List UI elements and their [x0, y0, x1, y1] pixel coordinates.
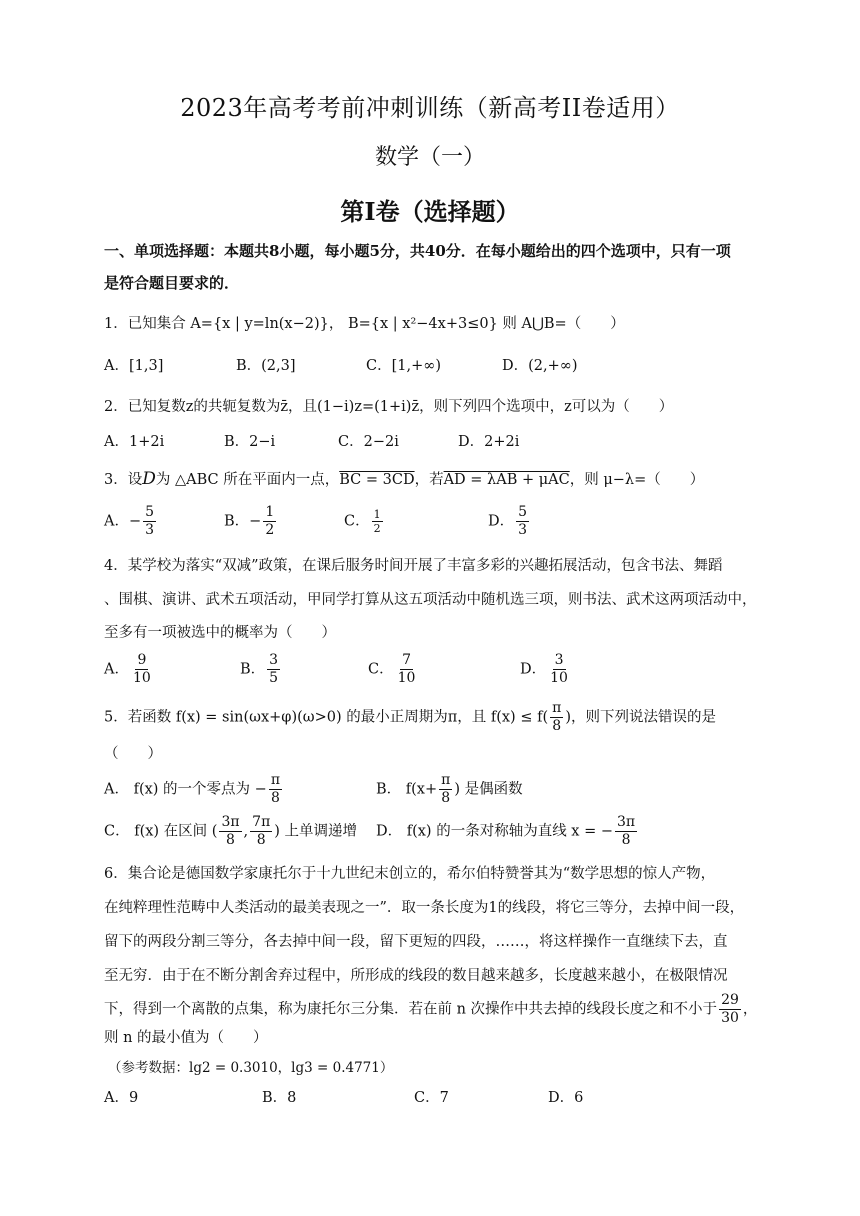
- q5-option-a: [104, 772, 284, 807]
- frac-den: 2: [265, 522, 275, 538]
- q3-vector-eq-1: BC = 3CD: [339, 472, 415, 488]
- q5-stem-part: 5．若函数 f(x) = sin(ωx+φ)(ω>0) 的最小正周期为π，且 f(x) ≤ f(: [104, 709, 549, 726]
- option-label: B．: [240, 661, 266, 678]
- frac-den: 3: [145, 522, 155, 538]
- frac-den: 5: [269, 670, 279, 686]
- q1-option-b: B．(2,3]: [236, 358, 296, 374]
- frac-num: 5: [145, 504, 155, 520]
- frac-den: 10: [550, 670, 568, 686]
- question-4-line3: 至多有一项被选中的概率为（ ）: [104, 625, 336, 641]
- q3-stem-part: ，则 μ−λ=（ ）: [569, 472, 705, 488]
- q3-option-c: [344, 508, 385, 535]
- q6-option-d: D．6: [548, 1090, 584, 1106]
- question-1-stem: 1．已知集合 A={x | y=ln(x−2)}， B={x | x²−4x+3≤0} 则 A⋃B=（ ）: [104, 316, 625, 332]
- q5-answer-paren: （ ）: [104, 746, 162, 762]
- frac-den: 30: [721, 1010, 739, 1026]
- q3-option-a: [104, 504, 158, 539]
- frac-den: 10: [132, 670, 151, 686]
- option-sign: −: [249, 513, 262, 530]
- q6-option-b: B．8: [262, 1090, 297, 1106]
- q6-text: 下，得到一个离散的点集，称为康托尔三分集．若在前 n 次操作中共去掉的线段长度之和不小于: [104, 1001, 718, 1018]
- q6-option-a: A．9: [104, 1090, 139, 1106]
- question-4-line1: 4．某学校为落实“双减”政策，在课后服务时间开展了丰富多彩的兴趣拓展活动，包含书法、舞蹈: [104, 558, 723, 574]
- q5-option-c: [104, 814, 357, 849]
- frac-num: 1: [373, 508, 381, 521]
- q4-option-a: [104, 652, 155, 687]
- frac-den: 8: [256, 832, 266, 848]
- q3-stem-part: ，若: [414, 472, 444, 488]
- q1-option-a: A．[1,3]: [104, 358, 164, 374]
- q1-option-c: C．[1,+∞): [366, 358, 441, 374]
- q5-option-d: [376, 814, 639, 849]
- frac-num: π: [552, 700, 562, 716]
- q5-opt-text: ) 是偶函数: [454, 781, 523, 798]
- frac-den: 8: [270, 790, 280, 806]
- frac-den: 2: [373, 522, 381, 535]
- q3-point-d: D: [142, 469, 156, 489]
- frac-num: 7π: [252, 814, 271, 830]
- q5-opt-text: ,: [243, 823, 249, 840]
- question-6-line6: 则 n 的最小值为（ ）: [104, 1030, 268, 1046]
- frac-den: 8: [552, 718, 562, 734]
- q5-stem-part: )，则下列说法错误的是: [565, 709, 716, 726]
- q6-option-c: C．7: [414, 1090, 449, 1106]
- q5-opt-text: ) 上单调递增: [274, 823, 358, 840]
- frac-den: 3: [518, 522, 528, 538]
- frac-num: 5: [518, 504, 528, 520]
- q2-option-a: A．1+2i: [104, 434, 165, 450]
- q4-option-b: [240, 652, 282, 687]
- q5-opt-text: C． f(x) 在区间 (: [104, 823, 218, 840]
- q4-option-d: [520, 652, 572, 687]
- frac-num: 7: [402, 652, 411, 668]
- question-4-line2: 、围棋、演讲、武术五项活动，甲同学打算从这五项活动中随机选三项，则书法、武术这两项活动中，: [104, 592, 757, 608]
- section-instruction-line1: 一、单项选择题：本题共8小题，每小题5分，共40分．在每小题给出的四个选项中，只有一项: [104, 242, 731, 260]
- frac-num: 9: [137, 652, 147, 668]
- question-6-line1: 6．集合论是德国数学家康托尔于十九世纪末创立的，希尔伯特赞誉其为“数学思想的惊人产物，: [104, 866, 716, 882]
- reference-data: （参考数据：lg2 = 0.3010，lg3 = 0.4771）: [108, 1060, 394, 1076]
- option-label: B．: [224, 513, 250, 530]
- frac-den: 8: [621, 832, 631, 848]
- question-6-line5: [104, 992, 757, 1027]
- q3-stem-part: 为 △ABC 所在平面内一点，: [155, 472, 340, 488]
- part-heading: 第Ⅰ卷（选择题）: [340, 197, 520, 226]
- frac-num: 3: [269, 652, 279, 668]
- frac-den: 8: [441, 790, 451, 806]
- frac-den: 10: [397, 670, 416, 686]
- frac-num: 3π: [617, 814, 636, 830]
- frac-num: 1: [265, 504, 275, 520]
- option-label: D．: [488, 513, 515, 530]
- question-5-stem: [104, 700, 716, 735]
- frac-num: π: [441, 772, 451, 788]
- frac-num: 3: [554, 652, 564, 668]
- option-label: A．: [104, 661, 129, 678]
- question-6-line3: 留下的两段分割三等分，各去掉中间一段，留下更短的四段，……，将这样操作一直继续下去，直: [104, 934, 728, 950]
- q2-option-c: C．2−2i: [338, 434, 399, 450]
- option-label: A．: [104, 513, 129, 530]
- frac-num: 29: [721, 992, 739, 1008]
- q3-stem-part: 3．设: [104, 472, 143, 488]
- q4-option-c: [368, 652, 419, 687]
- page-subtitle: 数学（一）: [374, 145, 485, 170]
- frac-den: 8: [226, 832, 235, 848]
- q3-option-d: [488, 504, 531, 539]
- q3-vector-eq-2: AD = λAB + μAC: [443, 472, 570, 488]
- q2-option-b: B．2−i: [224, 434, 276, 450]
- q5-option-b: [376, 772, 523, 807]
- q5-opt-text: A． f(x) 的一个零点为 −: [104, 781, 267, 798]
- frac-num: 3π: [221, 814, 240, 830]
- q6-text: ，: [742, 1001, 758, 1018]
- frac-num: π: [270, 772, 281, 788]
- page-title: 2023年高考考前冲刺训练（新高考II卷适用）: [180, 94, 680, 122]
- question-2-stem: 2．已知复数z的共轭复数为z̄，且(1−i)z=(1+i)z̄，则下列四个选项中，z可以为（ ）: [104, 399, 674, 415]
- option-label: C．: [344, 513, 370, 530]
- option-sign: −: [128, 513, 142, 530]
- option-label: C．: [368, 661, 394, 678]
- question-6-line2: 在纯粹理性范畴中人类活动的最美表现之一”．取一条长度为1的线段，将它三等分，去掉中间一段，: [104, 900, 745, 916]
- section-instruction-line2: 是符合题目要求的．: [104, 274, 240, 292]
- q3-option-b: [224, 504, 278, 539]
- q5-opt-text: D． f(x) 的一条对称轴为直线 x = −: [376, 823, 614, 840]
- question-6-line4: 至无穷．由于在不断分割舍弃过程中，所形成的线段的数目越来越多，长度越来越小，在极限情况: [104, 968, 728, 984]
- q1-option-d: D．(2,+∞): [502, 358, 578, 374]
- question-3-stem: [104, 468, 704, 489]
- q5-opt-text: B． f(x+: [376, 781, 438, 798]
- option-label: D．: [520, 661, 547, 678]
- q2-option-d: D．2+2i: [458, 434, 520, 450]
